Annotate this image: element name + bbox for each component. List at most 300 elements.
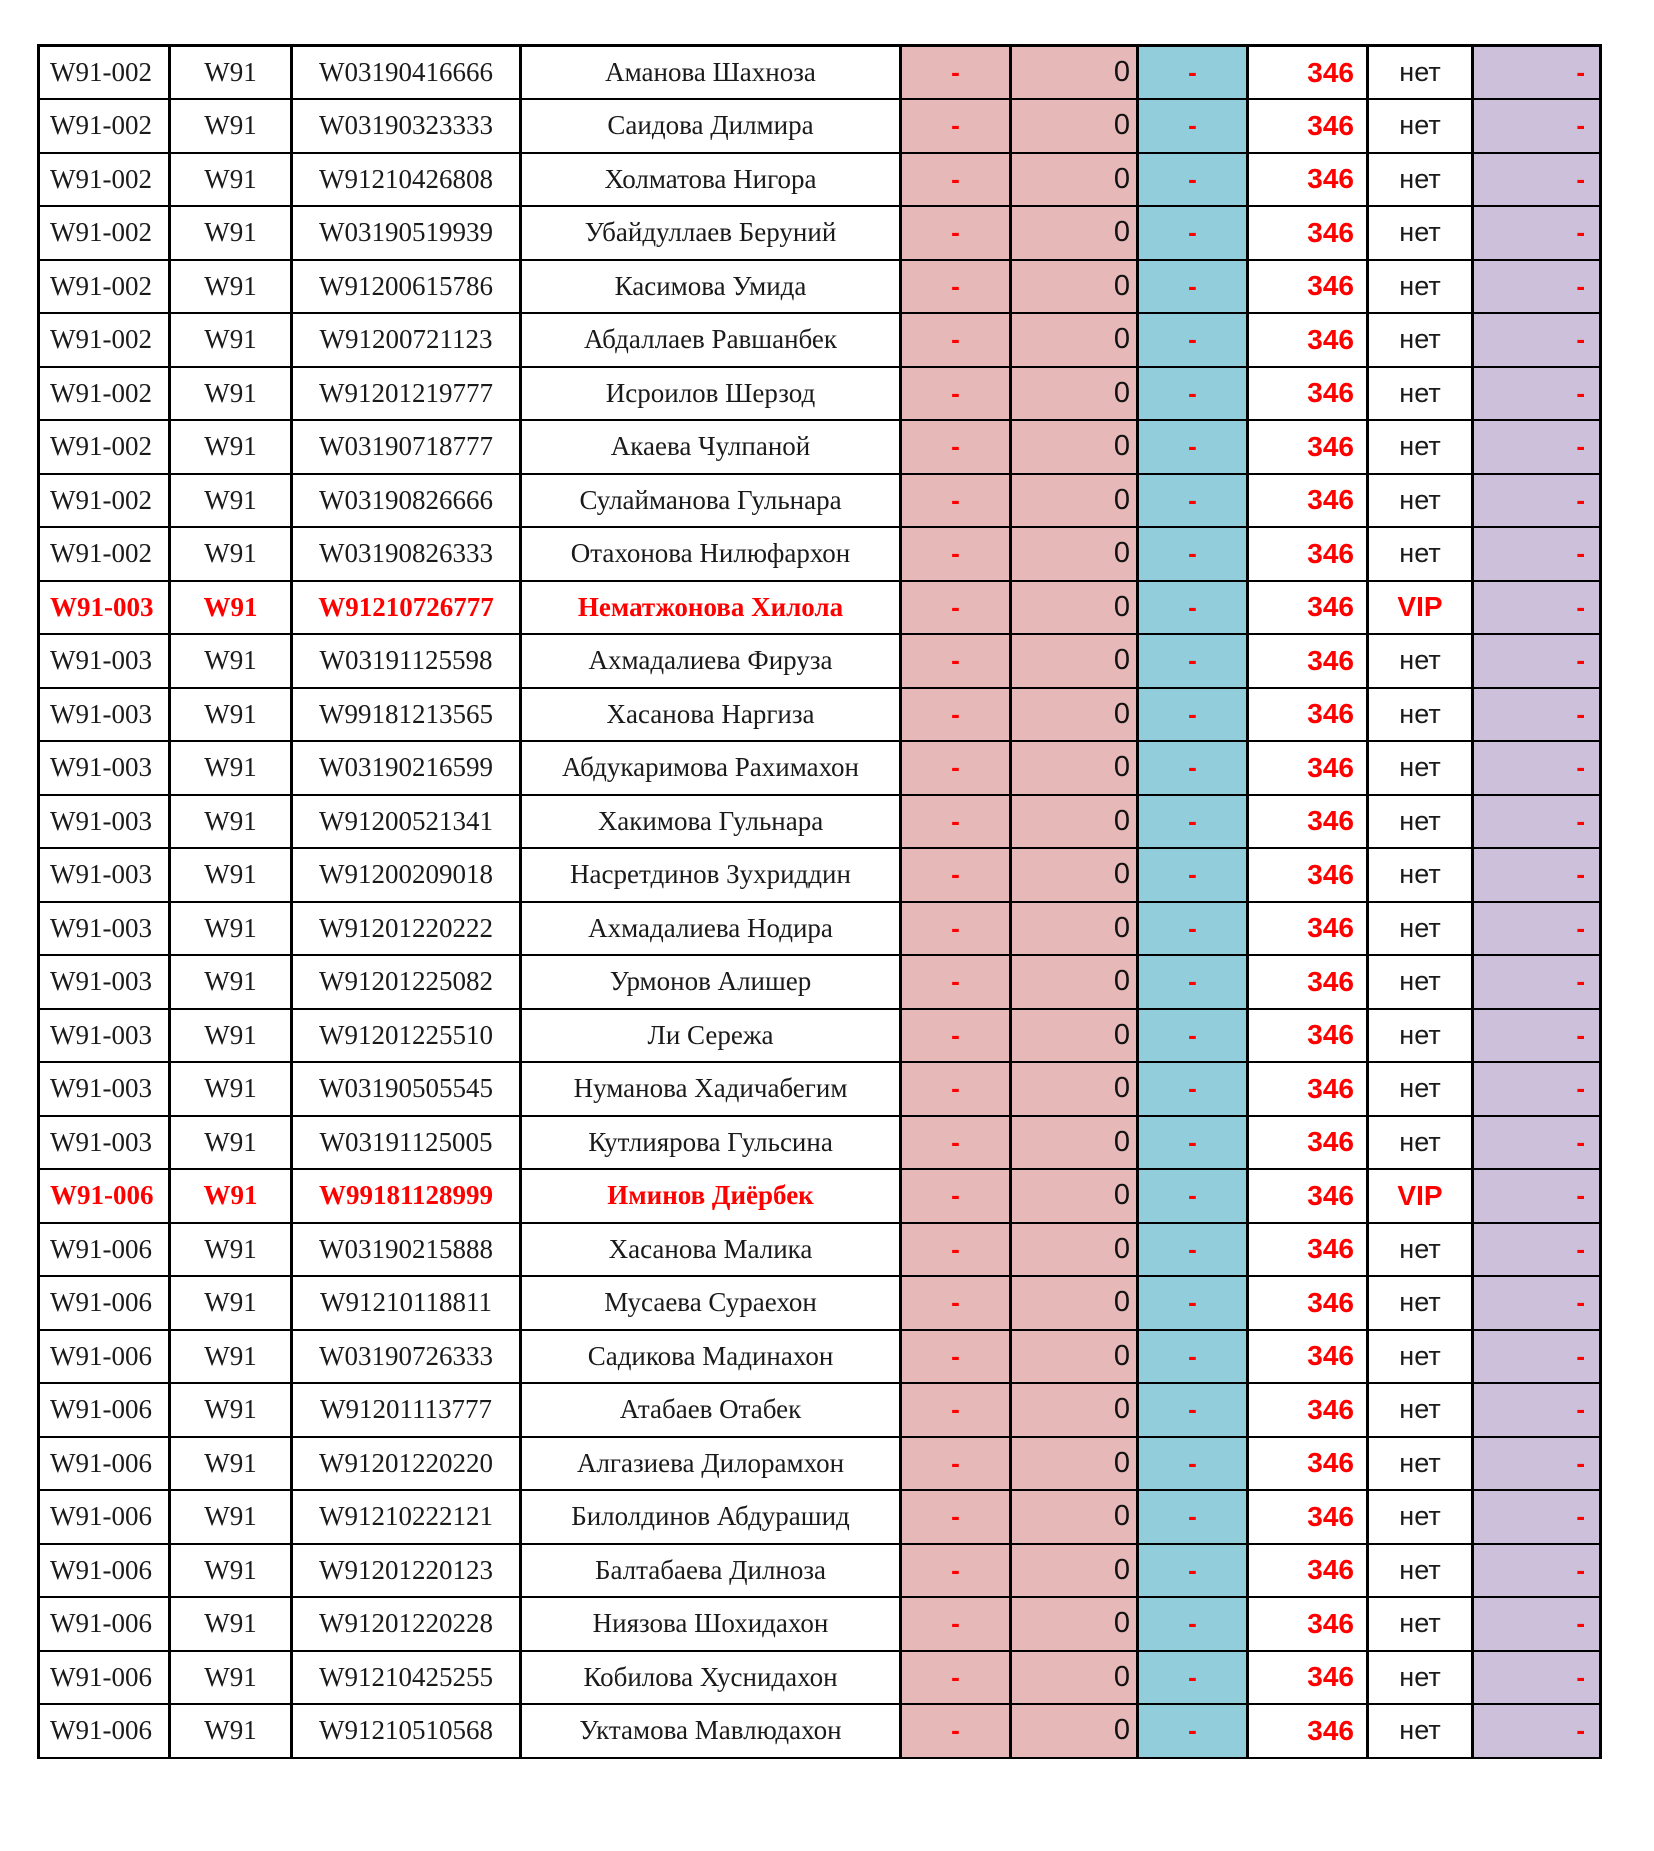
- name-cell: Хасанова Малика: [521, 1223, 901, 1277]
- status-cell: нет: [1368, 313, 1473, 367]
- zero-cell: 0: [1011, 634, 1138, 688]
- group-cell: W91-002: [39, 46, 170, 100]
- dash-cell: -: [901, 527, 1011, 581]
- id-cell: W03190416666: [292, 46, 521, 100]
- branch-cell: W91: [170, 1116, 292, 1170]
- branch-cell: W91: [170, 795, 292, 849]
- table-row: [39, 527, 1601, 581]
- id-cell: W91200721123: [292, 313, 521, 367]
- group-cell: W91-002: [39, 153, 170, 207]
- zero-cell: 0: [1011, 1490, 1138, 1544]
- dash-cell: -: [1138, 1009, 1248, 1063]
- id-cell: W03190519939: [292, 206, 521, 260]
- table-row: [39, 153, 1601, 207]
- dash-cell: -: [1473, 1437, 1601, 1491]
- dash-cell: -: [901, 1597, 1011, 1651]
- branch-cell: W91: [170, 902, 292, 956]
- status-cell: нет: [1368, 1544, 1473, 1598]
- number-cell: 346: [1248, 955, 1368, 1009]
- dash-cell: -: [1473, 1009, 1601, 1063]
- dash-cell: -: [1138, 420, 1248, 474]
- dash-cell: -: [901, 1383, 1011, 1437]
- group-cell: W91-003: [39, 581, 170, 635]
- dash-cell: -: [1473, 688, 1601, 742]
- branch-cell: W91: [170, 1597, 292, 1651]
- group-cell: W91-003: [39, 741, 170, 795]
- number-cell: 346: [1248, 1383, 1368, 1437]
- group-cell: W91-002: [39, 420, 170, 474]
- group-cell: W91-002: [39, 99, 170, 153]
- table-row: [39, 1330, 1601, 1384]
- number-cell: 346: [1248, 1330, 1368, 1384]
- dash-cell: -: [1473, 527, 1601, 581]
- branch-cell: W91: [170, 1223, 292, 1277]
- dash-cell: -: [901, 848, 1011, 902]
- id-cell: W03190826666: [292, 474, 521, 528]
- number-cell: 346: [1248, 527, 1368, 581]
- dash-cell: -: [1138, 795, 1248, 849]
- dash-cell: -: [1473, 1062, 1601, 1116]
- name-cell: Нуманова Хадичабегим: [521, 1062, 901, 1116]
- dash-cell: -: [1138, 955, 1248, 1009]
- table-row: [39, 420, 1601, 474]
- name-cell: Насретдинов Зухриддин: [521, 848, 901, 902]
- name-cell: Ахмадалиева Фируза: [521, 634, 901, 688]
- status-cell: нет: [1368, 902, 1473, 956]
- dash-cell: -: [1473, 1330, 1601, 1384]
- table-row: [39, 634, 1601, 688]
- number-cell: 346: [1248, 1544, 1368, 1598]
- group-cell: W91-003: [39, 795, 170, 849]
- zero-cell: 0: [1011, 153, 1138, 207]
- number-cell: 346: [1248, 474, 1368, 528]
- dash-cell: -: [1473, 474, 1601, 528]
- branch-cell: W91: [170, 527, 292, 581]
- dash-cell: -: [901, 260, 1011, 314]
- group-cell: W91-003: [39, 1062, 170, 1116]
- status-cell: нет: [1368, 741, 1473, 795]
- number-cell: 346: [1248, 420, 1368, 474]
- group-cell: W91-003: [39, 902, 170, 956]
- branch-cell: W91: [170, 848, 292, 902]
- status-cell: нет: [1368, 1437, 1473, 1491]
- number-cell: 346: [1248, 1223, 1368, 1277]
- name-cell: Убайдуллаев Беруний: [521, 206, 901, 260]
- branch-cell: W91: [170, 1383, 292, 1437]
- status-cell: нет: [1368, 1062, 1473, 1116]
- dash-cell: -: [1138, 1437, 1248, 1491]
- number-cell: 346: [1248, 1116, 1368, 1170]
- id-cell: W91210222121: [292, 1490, 521, 1544]
- branch-cell: W91: [170, 474, 292, 528]
- id-cell: W91210426808: [292, 153, 521, 207]
- table-row: [39, 99, 1601, 153]
- branch-cell: W91: [170, 1704, 292, 1758]
- status-cell: нет: [1368, 688, 1473, 742]
- number-cell: 346: [1248, 367, 1368, 421]
- dash-cell: -: [901, 153, 1011, 207]
- dash-cell: -: [1473, 206, 1601, 260]
- dash-cell: -: [1473, 1704, 1601, 1758]
- dash-cell: -: [901, 795, 1011, 849]
- status-cell: нет: [1368, 1651, 1473, 1705]
- table-row: [39, 848, 1601, 902]
- name-cell: Урмонов Алишер: [521, 955, 901, 1009]
- name-cell: Хасанова Наргиза: [521, 688, 901, 742]
- status-cell: VIP: [1368, 581, 1473, 635]
- number-cell: 346: [1248, 634, 1368, 688]
- id-cell: W03190505545: [292, 1062, 521, 1116]
- status-cell: нет: [1368, 260, 1473, 314]
- number-cell: 346: [1248, 1704, 1368, 1758]
- name-cell: Кобилова Хуснидахон: [521, 1651, 901, 1705]
- id-cell: W03190216599: [292, 741, 521, 795]
- status-cell: нет: [1368, 1490, 1473, 1544]
- branch-cell: W91: [170, 1062, 292, 1116]
- status-cell: нет: [1368, 527, 1473, 581]
- status-cell: нет: [1368, 1009, 1473, 1063]
- dash-cell: -: [1473, 634, 1601, 688]
- group-cell: W91-006: [39, 1544, 170, 1598]
- zero-cell: 0: [1011, 848, 1138, 902]
- number-cell: 346: [1248, 1276, 1368, 1330]
- zero-cell: 0: [1011, 1544, 1138, 1598]
- id-cell: W91200209018: [292, 848, 521, 902]
- name-cell: Ли Сережа: [521, 1009, 901, 1063]
- status-cell: нет: [1368, 1704, 1473, 1758]
- name-cell: Абдукаримова Рахимахон: [521, 741, 901, 795]
- group-cell: W91-003: [39, 688, 170, 742]
- number-cell: 346: [1248, 1490, 1368, 1544]
- zero-cell: 0: [1011, 527, 1138, 581]
- id-cell: W91201225510: [292, 1009, 521, 1063]
- dash-cell: -: [1138, 313, 1248, 367]
- dash-cell: -: [1473, 902, 1601, 956]
- dash-cell: -: [1138, 1704, 1248, 1758]
- group-cell: W91-006: [39, 1383, 170, 1437]
- dash-cell: -: [1138, 1383, 1248, 1437]
- zero-cell: 0: [1011, 1383, 1138, 1437]
- number-cell: 346: [1248, 1597, 1368, 1651]
- table-row: [39, 1009, 1601, 1063]
- id-cell: W99181128999: [292, 1169, 521, 1223]
- dash-cell: -: [1473, 795, 1601, 849]
- status-cell: нет: [1368, 1116, 1473, 1170]
- dash-cell: -: [901, 955, 1011, 1009]
- branch-cell: W91: [170, 1544, 292, 1598]
- zero-cell: 0: [1011, 1704, 1138, 1758]
- number-cell: 346: [1248, 795, 1368, 849]
- dash-cell: -: [1138, 260, 1248, 314]
- dash-cell: -: [1473, 1383, 1601, 1437]
- number-cell: 346: [1248, 581, 1368, 635]
- group-cell: W91-006: [39, 1330, 170, 1384]
- group-cell: W91-006: [39, 1651, 170, 1705]
- table-row: [39, 46, 1601, 100]
- number-cell: 346: [1248, 848, 1368, 902]
- status-cell: нет: [1368, 474, 1473, 528]
- zero-cell: 0: [1011, 1651, 1138, 1705]
- zero-cell: 0: [1011, 1276, 1138, 1330]
- dash-cell: -: [901, 1009, 1011, 1063]
- dash-cell: -: [1473, 1223, 1601, 1277]
- name-cell: Ниязова Шохидахон: [521, 1597, 901, 1651]
- zero-cell: 0: [1011, 420, 1138, 474]
- dash-cell: -: [901, 688, 1011, 742]
- name-cell: Уктамова Мавлюдахон: [521, 1704, 901, 1758]
- dash-cell: -: [901, 1062, 1011, 1116]
- status-cell: нет: [1368, 1597, 1473, 1651]
- table-row: [39, 741, 1601, 795]
- group-cell: W91-003: [39, 634, 170, 688]
- dash-cell: -: [1473, 741, 1601, 795]
- id-cell: W91201220228: [292, 1597, 521, 1651]
- group-cell: W91-003: [39, 848, 170, 902]
- dash-cell: -: [1138, 1276, 1248, 1330]
- name-cell: Билолдинов Абдурашид: [521, 1490, 901, 1544]
- data-table: [37, 44, 1602, 1759]
- number-cell: 346: [1248, 99, 1368, 153]
- table-row: [39, 1276, 1601, 1330]
- zero-cell: 0: [1011, 367, 1138, 421]
- dash-cell: -: [901, 313, 1011, 367]
- dash-cell: -: [901, 1437, 1011, 1491]
- status-cell: нет: [1368, 1223, 1473, 1277]
- dash-cell: -: [901, 1116, 1011, 1170]
- number-cell: 346: [1248, 1169, 1368, 1223]
- dash-cell: -: [1473, 581, 1601, 635]
- dash-cell: -: [901, 741, 1011, 795]
- table-row: [39, 1651, 1601, 1705]
- table-row: [39, 902, 1601, 956]
- id-cell: W99181213565: [292, 688, 521, 742]
- group-cell: W91-002: [39, 206, 170, 260]
- group-cell: W91-006: [39, 1169, 170, 1223]
- table-row: [39, 474, 1601, 528]
- number-cell: 346: [1248, 1009, 1368, 1063]
- group-cell: W91-002: [39, 474, 170, 528]
- number-cell: 346: [1248, 741, 1368, 795]
- status-cell: нет: [1368, 1276, 1473, 1330]
- id-cell: W03190323333: [292, 99, 521, 153]
- zero-cell: 0: [1011, 474, 1138, 528]
- name-cell: Акаева Чулпаной: [521, 420, 901, 474]
- zero-cell: 0: [1011, 581, 1138, 635]
- dash-cell: -: [1473, 1276, 1601, 1330]
- dash-cell: -: [1138, 581, 1248, 635]
- id-cell: W91200521341: [292, 795, 521, 849]
- dash-cell: -: [901, 474, 1011, 528]
- dash-cell: -: [1138, 1544, 1248, 1598]
- id-cell: W03191125598: [292, 634, 521, 688]
- id-cell: W91210425255: [292, 1651, 521, 1705]
- id-cell: W03190215888: [292, 1223, 521, 1277]
- status-cell: нет: [1368, 206, 1473, 260]
- group-cell: W91-006: [39, 1276, 170, 1330]
- dash-cell: -: [1138, 206, 1248, 260]
- zero-cell: 0: [1011, 1009, 1138, 1063]
- zero-cell: 0: [1011, 1062, 1138, 1116]
- name-cell: Абдаллаев Равшанбек: [521, 313, 901, 367]
- table-row: [39, 1597, 1601, 1651]
- table-row: [39, 955, 1601, 1009]
- dash-cell: -: [1473, 1544, 1601, 1598]
- status-cell: нет: [1368, 367, 1473, 421]
- dash-cell: -: [1473, 153, 1601, 207]
- zero-cell: 0: [1011, 688, 1138, 742]
- branch-cell: W91: [170, 1009, 292, 1063]
- number-cell: 346: [1248, 260, 1368, 314]
- table-row: [39, 581, 1601, 635]
- number-cell: 346: [1248, 1651, 1368, 1705]
- name-cell: Садикова Мадинахон: [521, 1330, 901, 1384]
- zero-cell: 0: [1011, 260, 1138, 314]
- dash-cell: -: [901, 420, 1011, 474]
- dash-cell: -: [1473, 955, 1601, 1009]
- table-row: [39, 1490, 1601, 1544]
- number-cell: 346: [1248, 153, 1368, 207]
- table-row: [39, 1437, 1601, 1491]
- dash-cell: -: [1473, 1169, 1601, 1223]
- group-cell: W91-003: [39, 1009, 170, 1063]
- zero-cell: 0: [1011, 1169, 1138, 1223]
- dash-cell: -: [1138, 1062, 1248, 1116]
- branch-cell: W91: [170, 260, 292, 314]
- table-row: [39, 367, 1601, 421]
- name-cell: Исроилов Шерзод: [521, 367, 901, 421]
- table-body: [39, 46, 1601, 1758]
- name-cell: Холматова Нигора: [521, 153, 901, 207]
- dash-cell: -: [1138, 153, 1248, 207]
- group-cell: W91-006: [39, 1704, 170, 1758]
- table-row: [39, 1116, 1601, 1170]
- dash-cell: -: [1138, 688, 1248, 742]
- id-cell: W03190826333: [292, 527, 521, 581]
- id-cell: W91201219777: [292, 367, 521, 421]
- dash-cell: -: [901, 634, 1011, 688]
- table-row: [39, 1544, 1601, 1598]
- number-cell: 346: [1248, 1437, 1368, 1491]
- dash-cell: -: [901, 99, 1011, 153]
- branch-cell: W91: [170, 313, 292, 367]
- zero-cell: 0: [1011, 99, 1138, 153]
- table-row: [39, 1062, 1601, 1116]
- dash-cell: -: [1473, 1116, 1601, 1170]
- name-cell: Нематжонова Хилола: [521, 581, 901, 635]
- status-cell: нет: [1368, 153, 1473, 207]
- dash-cell: -: [1138, 902, 1248, 956]
- branch-cell: W91: [170, 1276, 292, 1330]
- status-cell: нет: [1368, 848, 1473, 902]
- dash-cell: -: [1138, 1651, 1248, 1705]
- dash-cell: -: [901, 206, 1011, 260]
- zero-cell: 0: [1011, 1330, 1138, 1384]
- dash-cell: -: [901, 902, 1011, 956]
- id-cell: W91200615786: [292, 260, 521, 314]
- branch-cell: W91: [170, 99, 292, 153]
- zero-cell: 0: [1011, 313, 1138, 367]
- id-cell: W03190726333: [292, 1330, 521, 1384]
- name-cell: Аманова Шахноза: [521, 46, 901, 100]
- zero-cell: 0: [1011, 46, 1138, 100]
- status-cell: нет: [1368, 1330, 1473, 1384]
- branch-cell: W91: [170, 367, 292, 421]
- group-cell: W91-003: [39, 955, 170, 1009]
- branch-cell: W91: [170, 1490, 292, 1544]
- branch-cell: W91: [170, 688, 292, 742]
- dash-cell: -: [1138, 848, 1248, 902]
- dash-cell: -: [1473, 313, 1601, 367]
- dash-cell: -: [1138, 1169, 1248, 1223]
- dash-cell: -: [901, 1651, 1011, 1705]
- status-cell: нет: [1368, 955, 1473, 1009]
- dash-cell: -: [1138, 527, 1248, 581]
- name-cell: Сулайманова Гульнара: [521, 474, 901, 528]
- group-cell: W91-002: [39, 367, 170, 421]
- dash-cell: -: [1473, 367, 1601, 421]
- name-cell: Мусаева Сураехон: [521, 1276, 901, 1330]
- dash-cell: -: [901, 1490, 1011, 1544]
- dash-cell: -: [901, 1276, 1011, 1330]
- branch-cell: W91: [170, 46, 292, 100]
- table-row: [39, 206, 1601, 260]
- name-cell: Саидова Дилмира: [521, 99, 901, 153]
- id-cell: W91201220123: [292, 1544, 521, 1598]
- number-cell: 346: [1248, 46, 1368, 100]
- zero-cell: 0: [1011, 741, 1138, 795]
- table-row: [39, 1704, 1601, 1758]
- status-cell: нет: [1368, 420, 1473, 474]
- dash-cell: -: [1138, 1330, 1248, 1384]
- dash-cell: -: [901, 1169, 1011, 1223]
- table-row: [39, 1169, 1601, 1223]
- dash-cell: -: [901, 1330, 1011, 1384]
- dash-cell: -: [1138, 367, 1248, 421]
- branch-cell: W91: [170, 1437, 292, 1491]
- branch-cell: W91: [170, 1330, 292, 1384]
- zero-cell: 0: [1011, 955, 1138, 1009]
- dash-cell: -: [1138, 741, 1248, 795]
- zero-cell: 0: [1011, 1223, 1138, 1277]
- id-cell: W91201113777: [292, 1383, 521, 1437]
- name-cell: Атабаев Отабек: [521, 1383, 901, 1437]
- zero-cell: 0: [1011, 1597, 1138, 1651]
- dash-cell: -: [1138, 634, 1248, 688]
- number-cell: 346: [1248, 688, 1368, 742]
- status-cell: нет: [1368, 795, 1473, 849]
- group-cell: W91-002: [39, 313, 170, 367]
- group-cell: W91-002: [39, 527, 170, 581]
- id-cell: W91201220220: [292, 1437, 521, 1491]
- dash-cell: -: [901, 1223, 1011, 1277]
- dash-cell: -: [1473, 420, 1601, 474]
- group-cell: W91-006: [39, 1490, 170, 1544]
- number-cell: 346: [1248, 206, 1368, 260]
- dash-cell: -: [1473, 46, 1601, 100]
- dash-cell: -: [901, 1544, 1011, 1598]
- id-cell: W91201220222: [292, 902, 521, 956]
- name-cell: Ахмадалиева Нодира: [521, 902, 901, 956]
- status-cell: VIP: [1368, 1169, 1473, 1223]
- dash-cell: -: [1138, 1597, 1248, 1651]
- branch-cell: W91: [170, 955, 292, 1009]
- branch-cell: W91: [170, 206, 292, 260]
- table-row: [39, 260, 1601, 314]
- dash-cell: -: [1473, 260, 1601, 314]
- group-cell: W91-006: [39, 1437, 170, 1491]
- zero-cell: 0: [1011, 902, 1138, 956]
- dash-cell: -: [1138, 1223, 1248, 1277]
